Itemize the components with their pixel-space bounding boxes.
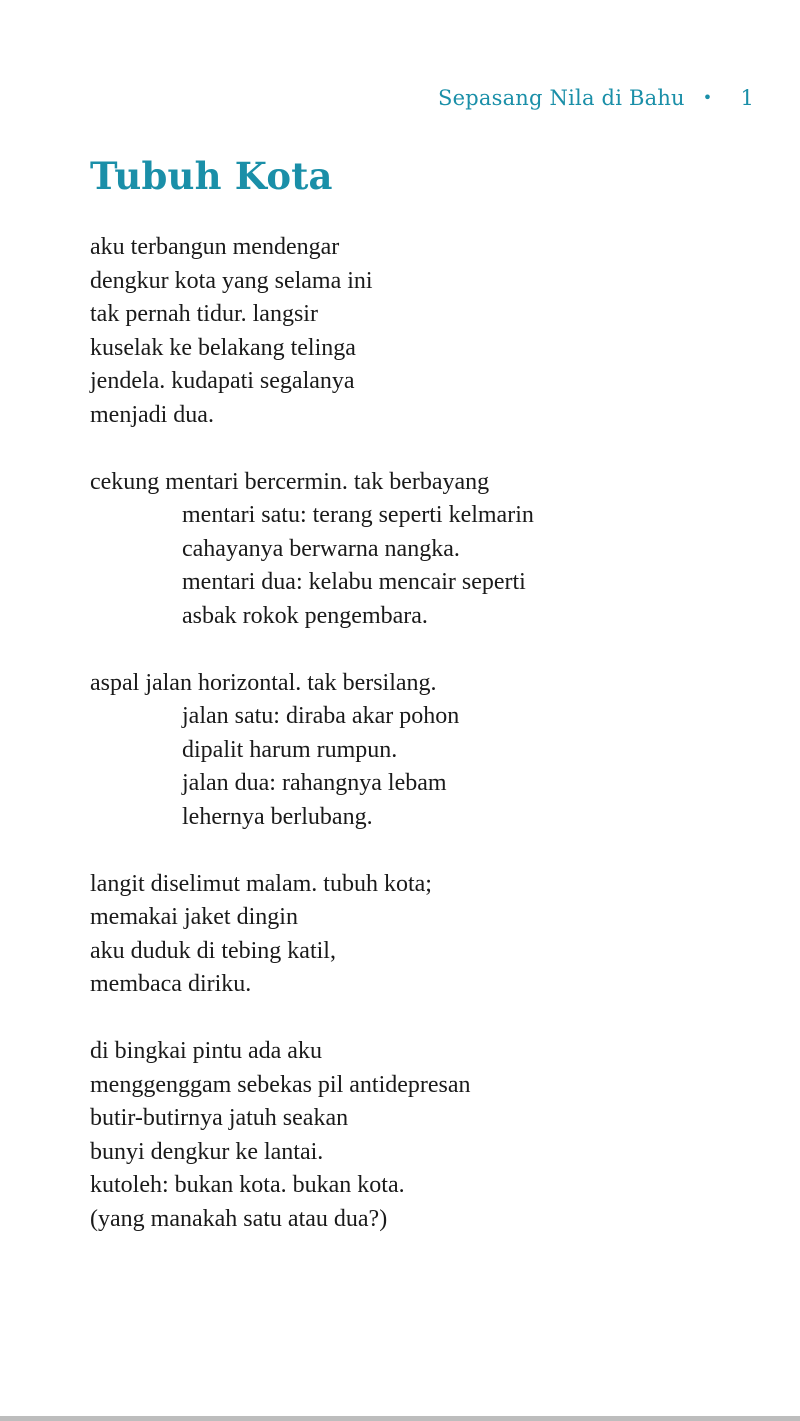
- stanza: [90, 868, 770, 1002]
- poem-line: asbak rokok pengembara.: [182, 602, 428, 629]
- poem-line: mentari dua: kelabu mencair seperti: [182, 569, 526, 595]
- poem-line: jalan satu: diraba akar pohon: [182, 703, 460, 729]
- poem-line: menjadi dua.: [90, 401, 214, 428]
- poem-line: kutoleh: bukan kota. bukan kota.: [90, 1172, 405, 1198]
- poem-line: di bingkai pintu ada aku: [90, 1038, 322, 1064]
- poem-line: jalan dua: rahangnya lebam: [182, 770, 447, 796]
- poem-line: butir-butirnya jatuh seakan: [90, 1105, 349, 1131]
- scroll-progress-bar: [0, 1416, 800, 1421]
- stanza: [90, 231, 770, 432]
- stanza: [90, 466, 770, 634]
- poem-line: langit diselimut malam. tubuh kota;: [90, 870, 432, 897]
- poem-line: cahayanya berwarna nangka.: [182, 535, 460, 562]
- poem-line: kuselak ke belakang telinga: [90, 334, 356, 361]
- book-title: Sepasang Nila di Bahu: [438, 86, 685, 110]
- poem-line: aku duduk di tebing katil,: [90, 937, 336, 964]
- poem-line: bunyi dengkur ke lantai.: [90, 1138, 324, 1165]
- poem-line: memakai jaket dingin: [90, 904, 298, 930]
- poem-line: dipalit harum rumpun.: [182, 736, 398, 763]
- poem-line: mentari satu: terang seperti kelmarin: [182, 502, 534, 528]
- poem-line: dengkur kota yang selama ini: [90, 267, 373, 294]
- poem-line: membaca diriku.: [90, 971, 252, 997]
- poem-body: [90, 231, 770, 1236]
- page-number: 1: [740, 86, 754, 110]
- poem-title: Tubuh Kota: [90, 154, 333, 198]
- poem-line: aspal jalan horizontal. tak bersilang.: [90, 669, 437, 696]
- header-separator: •: [702, 88, 713, 107]
- poem-line: cekung mentari bercermin. tak berbayang: [90, 468, 490, 495]
- poem-line: lehernya berlubang.: [182, 803, 373, 830]
- poem-line: (yang manakah satu atau dua?): [90, 1205, 388, 1232]
- running-header: [438, 86, 754, 110]
- poem-line: jendela. kudapati segalanya: [90, 368, 355, 394]
- stanza: [90, 1035, 770, 1236]
- poem-line: menggenggam sebekas pil antidepresan: [90, 1071, 471, 1098]
- poem-line: aku terbangun mendengar: [90, 234, 340, 260]
- stanza: [90, 667, 770, 835]
- poem-line: tak pernah tidur. langsir: [90, 301, 318, 327]
